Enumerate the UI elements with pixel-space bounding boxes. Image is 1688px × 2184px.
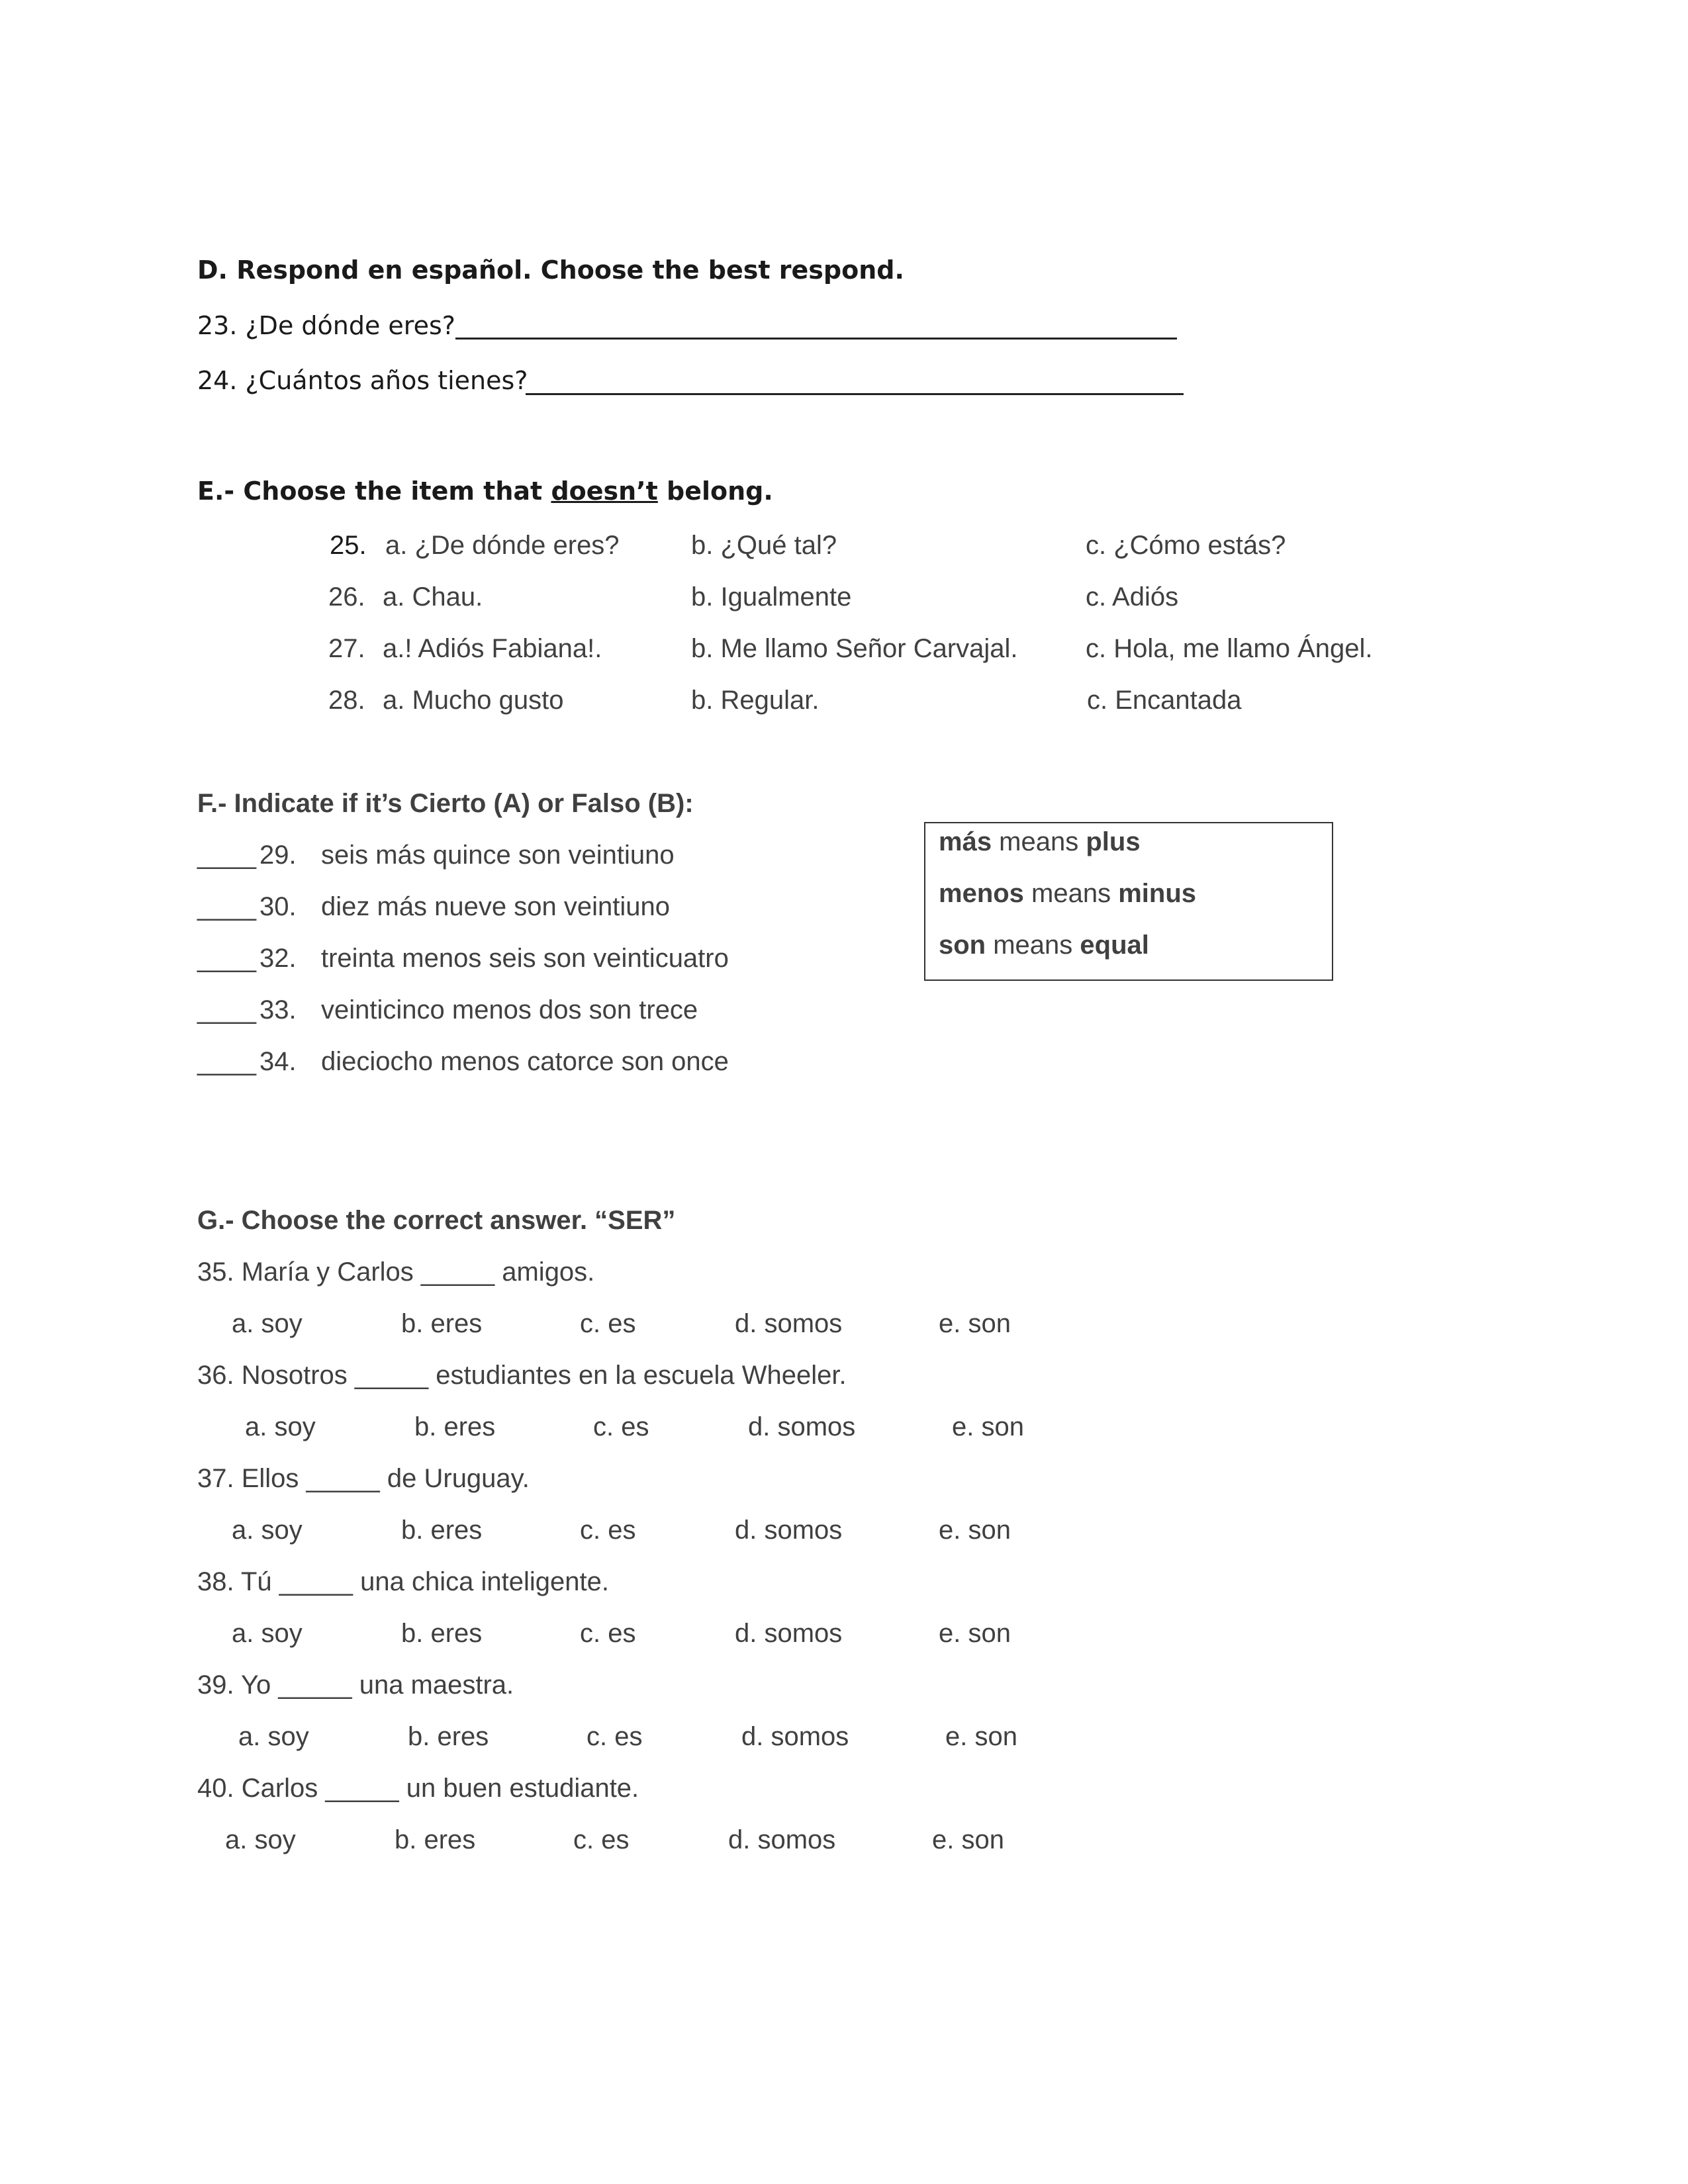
- row-number: 27.: [328, 634, 365, 663]
- section-e-heading-post: belong.: [657, 477, 773, 506]
- choice-e[interactable]: e. son: [952, 1412, 1024, 1441]
- section-g-heading: G.- Choose the correct answer. “SER”: [197, 1206, 676, 1235]
- choice-a[interactable]: a. soy: [225, 1825, 296, 1854]
- question-text: 39. Yo _____ una maestra.: [197, 1670, 514, 1700]
- legend-means: means: [986, 931, 1080, 960]
- question-text: 37. Ellos _____ de Uruguay.: [197, 1464, 530, 1493]
- section-f-heading: F.- Indicate if it’s Cierto (A) or Falso (B):: [197, 789, 694, 818]
- choice-a[interactable]: a. soy: [232, 1516, 303, 1545]
- legend-meaning: equal: [1080, 931, 1149, 960]
- choice-d[interactable]: d. somos: [735, 1516, 843, 1545]
- choice-b[interactable]: b. eres: [395, 1825, 476, 1854]
- choice-b[interactable]: b. eres: [408, 1722, 489, 1751]
- legend-meaning: plus: [1086, 827, 1141, 856]
- section-e-heading-underlined: doesn’t: [551, 477, 658, 506]
- option-a[interactable]: a. ¿De dónde eres?: [385, 531, 620, 560]
- choice-e[interactable]: e. son: [939, 1516, 1011, 1545]
- choice-e[interactable]: e. son: [945, 1722, 1017, 1751]
- choice-a[interactable]: a. soy: [232, 1619, 303, 1648]
- question-text: 38. Tú _____ una chica inteligente.: [197, 1567, 609, 1596]
- option-b[interactable]: b. Me llamo Señor Carvajal.: [691, 634, 1018, 663]
- legend-means: means: [1023, 879, 1119, 908]
- choice-e[interactable]: e. son: [939, 1619, 1011, 1648]
- row-number: 25.: [330, 531, 367, 560]
- choice-a[interactable]: a. soy: [245, 1412, 316, 1441]
- option-b[interactable]: b. Igualmente: [691, 582, 852, 612]
- choice-c[interactable]: c. es: [586, 1722, 643, 1751]
- item-statement: treinta menos seis son veinticuatro: [321, 944, 729, 973]
- choice-c[interactable]: c. es: [580, 1309, 636, 1338]
- item-number: 30.: [259, 892, 297, 921]
- option-a[interactable]: a.! Adiós Fabiana!.: [383, 634, 602, 663]
- legend-term: más: [939, 827, 992, 856]
- legend-term: son: [939, 931, 986, 960]
- choice-c[interactable]: c. es: [580, 1619, 636, 1648]
- choice-b[interactable]: b. eres: [401, 1516, 483, 1545]
- answer-blank[interactable]: ____: [197, 1047, 256, 1076]
- choice-b[interactable]: b. eres: [401, 1619, 483, 1648]
- option-a[interactable]: a. Mucho gusto: [383, 686, 564, 715]
- legend-row-equal: [939, 931, 1149, 960]
- legend-term: menos: [939, 879, 1024, 908]
- row-number: 26.: [328, 582, 365, 612]
- choice-d[interactable]: d. somos: [735, 1309, 843, 1338]
- choice-b[interactable]: b. eres: [401, 1309, 483, 1338]
- choice-b[interactable]: b. eres: [414, 1412, 496, 1441]
- choice-d[interactable]: d. somos: [748, 1412, 856, 1441]
- answer-blank[interactable]: ____: [197, 995, 256, 1024]
- choice-d[interactable]: d. somos: [735, 1619, 843, 1648]
- option-c[interactable]: c. Adiós: [1086, 582, 1179, 612]
- option-b[interactable]: b. ¿Qué tal?: [691, 531, 837, 560]
- question-text: 40. Carlos _____ un buen estudiante.: [197, 1774, 639, 1803]
- choice-d[interactable]: d. somos: [741, 1722, 849, 1751]
- question-text: 35. María y Carlos _____ amigos.: [197, 1257, 595, 1287]
- item-number: 34.: [259, 1047, 297, 1076]
- choice-c[interactable]: c. es: [580, 1516, 636, 1545]
- answer-blank[interactable]: ____: [197, 841, 256, 870]
- choice-e[interactable]: e. son: [939, 1309, 1011, 1338]
- choice-a[interactable]: a. soy: [238, 1722, 309, 1751]
- section-d-heading: D. Respond en español. Choose the best respond.: [197, 255, 904, 285]
- option-b[interactable]: b. Regular.: [691, 686, 820, 715]
- item-number: 33.: [259, 995, 297, 1024]
- choice-c[interactable]: c. es: [573, 1825, 630, 1854]
- item-statement: seis más quince son veintiuno: [321, 841, 675, 870]
- question-23-label: 23. ¿De dónde eres?: [197, 311, 455, 340]
- section-e-heading-pre: E.- Choose the item that: [197, 477, 551, 506]
- choice-e[interactable]: e. son: [932, 1825, 1004, 1854]
- option-c[interactable]: c. ¿Cómo estás?: [1086, 531, 1286, 560]
- item-number: 32.: [259, 944, 297, 973]
- legend-row-minus: [939, 879, 1196, 909]
- item-number: 29.: [259, 841, 297, 870]
- option-c[interactable]: c. Encantada: [1087, 686, 1242, 715]
- answer-line-24[interactable]: [526, 393, 1184, 395]
- option-c[interactable]: c. Hola, me llamo Ángel.: [1086, 634, 1373, 663]
- choice-c[interactable]: c. es: [593, 1412, 649, 1441]
- item-statement: veinticinco menos dos son trece: [321, 995, 698, 1024]
- section-e-heading: [197, 477, 773, 506]
- item-statement: dieciocho menos catorce son once: [321, 1047, 729, 1076]
- legend-means: means: [992, 827, 1086, 856]
- choice-a[interactable]: a. soy: [232, 1309, 303, 1338]
- answer-blank[interactable]: ____: [197, 944, 256, 973]
- question-text: 36. Nosotros _____ estudiantes en la escuela Wheeler.: [197, 1361, 847, 1390]
- item-statement: diez más nueve son veintiuno: [321, 892, 670, 921]
- legend-meaning: minus: [1118, 879, 1197, 908]
- answer-blank[interactable]: ____: [197, 892, 256, 921]
- legend-row-plus: [939, 827, 1141, 857]
- option-a[interactable]: a. Chau.: [383, 582, 483, 612]
- choice-d[interactable]: d. somos: [728, 1825, 836, 1854]
- answer-line-23[interactable]: [455, 338, 1177, 340]
- row-number: 28.: [328, 686, 365, 715]
- question-24-label: 24. ¿Cuántos años tienes?: [197, 366, 528, 395]
